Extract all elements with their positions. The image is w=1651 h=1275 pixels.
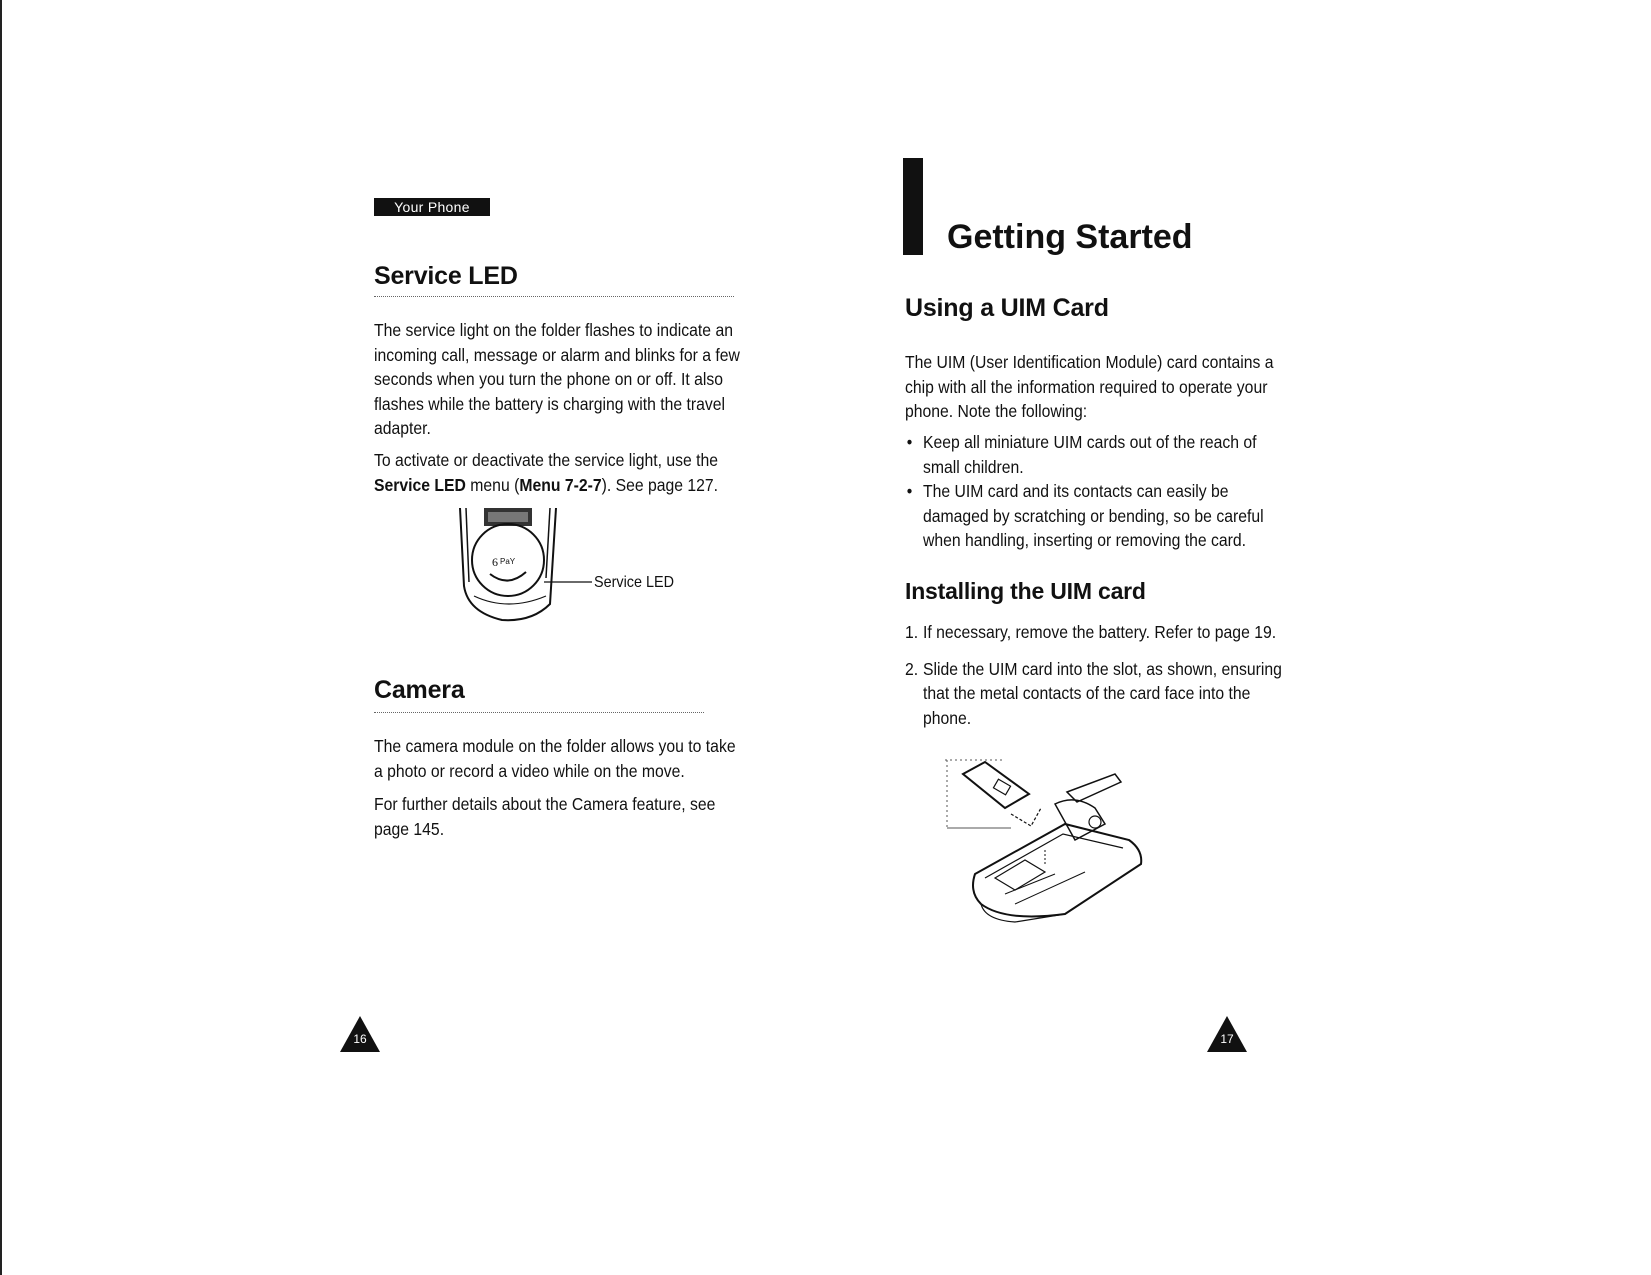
uim-card-insertion-illustration <box>945 754 1155 924</box>
step-item <box>905 657 1283 731</box>
service-led-paragraph-1: The service light on the folder flashes to indicate an incoming call, message or alarm and blinks for a few seconds when you turn the phone on or off. It also flashes while the battery is charging with the travel adapter. <box>374 320 740 438</box>
svg-text:6: 6 <box>492 555 498 569</box>
using-uim-heading: Using a UIM Card <box>905 294 1109 322</box>
camera-heading: Camera <box>374 676 465 704</box>
service-led-heading: Service LED <box>374 262 518 290</box>
service-led-rule <box>374 296 734 297</box>
list-item: • Keep all miniature UIM cards out of the reach of small children. <box>905 430 1283 479</box>
menu-name-bold: Service LED <box>374 474 466 495</box>
installation-steps <box>905 620 1283 730</box>
page-number-marker-left <box>340 1016 380 1052</box>
text-span: To activate or deactivate the service light, use the <box>374 450 719 470</box>
step-text: If necessary, remove the battery. Refer to page 19. <box>923 622 1277 642</box>
phone-folder-illustration <box>454 508 594 628</box>
chapter-title: Getting Started <box>947 218 1193 256</box>
step-number: 2. <box>905 658 919 679</box>
page-number: 17 <box>1220 1032 1234 1046</box>
page-number-marker-right <box>1207 1016 1247 1052</box>
camera-paragraph-2: For further details about the Camera feature, see page 145. <box>374 794 716 839</box>
using-uim-paragraph: The UIM (User Identification Module) card contains a chip with all the information required to operate your phone. Note the following: <box>905 352 1274 421</box>
installing-uim-heading: Installing the UIM card <box>905 578 1146 604</box>
chapter-bar <box>903 158 923 255</box>
scan-edge-line <box>0 0 2 1275</box>
list-item: • The UIM card and its contacts can easily be damaged by scratching or bending, so be careful when handling, inserting or removing the card. <box>905 479 1283 553</box>
text-span: ). See page 127. <box>601 474 719 495</box>
text-span: menu ( <box>465 474 520 495</box>
camera-rule <box>374 712 704 713</box>
service-led-callout: Service LED <box>594 574 675 591</box>
section-tab-label: Your Phone <box>374 198 490 216</box>
camera-paragraph-1: The camera module on the folder allows you to take a photo or record a video while on the move. <box>374 736 736 781</box>
page-number: 16 <box>353 1032 367 1046</box>
service-led-paragraph-2 <box>374 448 743 497</box>
step-text: Slide the UIM card into the slot, as shown, ensuring that the metal contacts of the card face into the phone. <box>923 658 1282 728</box>
menu-number-bold: Menu 7-2-7 <box>519 474 602 495</box>
uim-precautions-list <box>905 430 1283 553</box>
step-item <box>905 620 1283 645</box>
svg-text:PaY: PaY <box>500 557 516 566</box>
step-number: 1. <box>905 622 919 642</box>
